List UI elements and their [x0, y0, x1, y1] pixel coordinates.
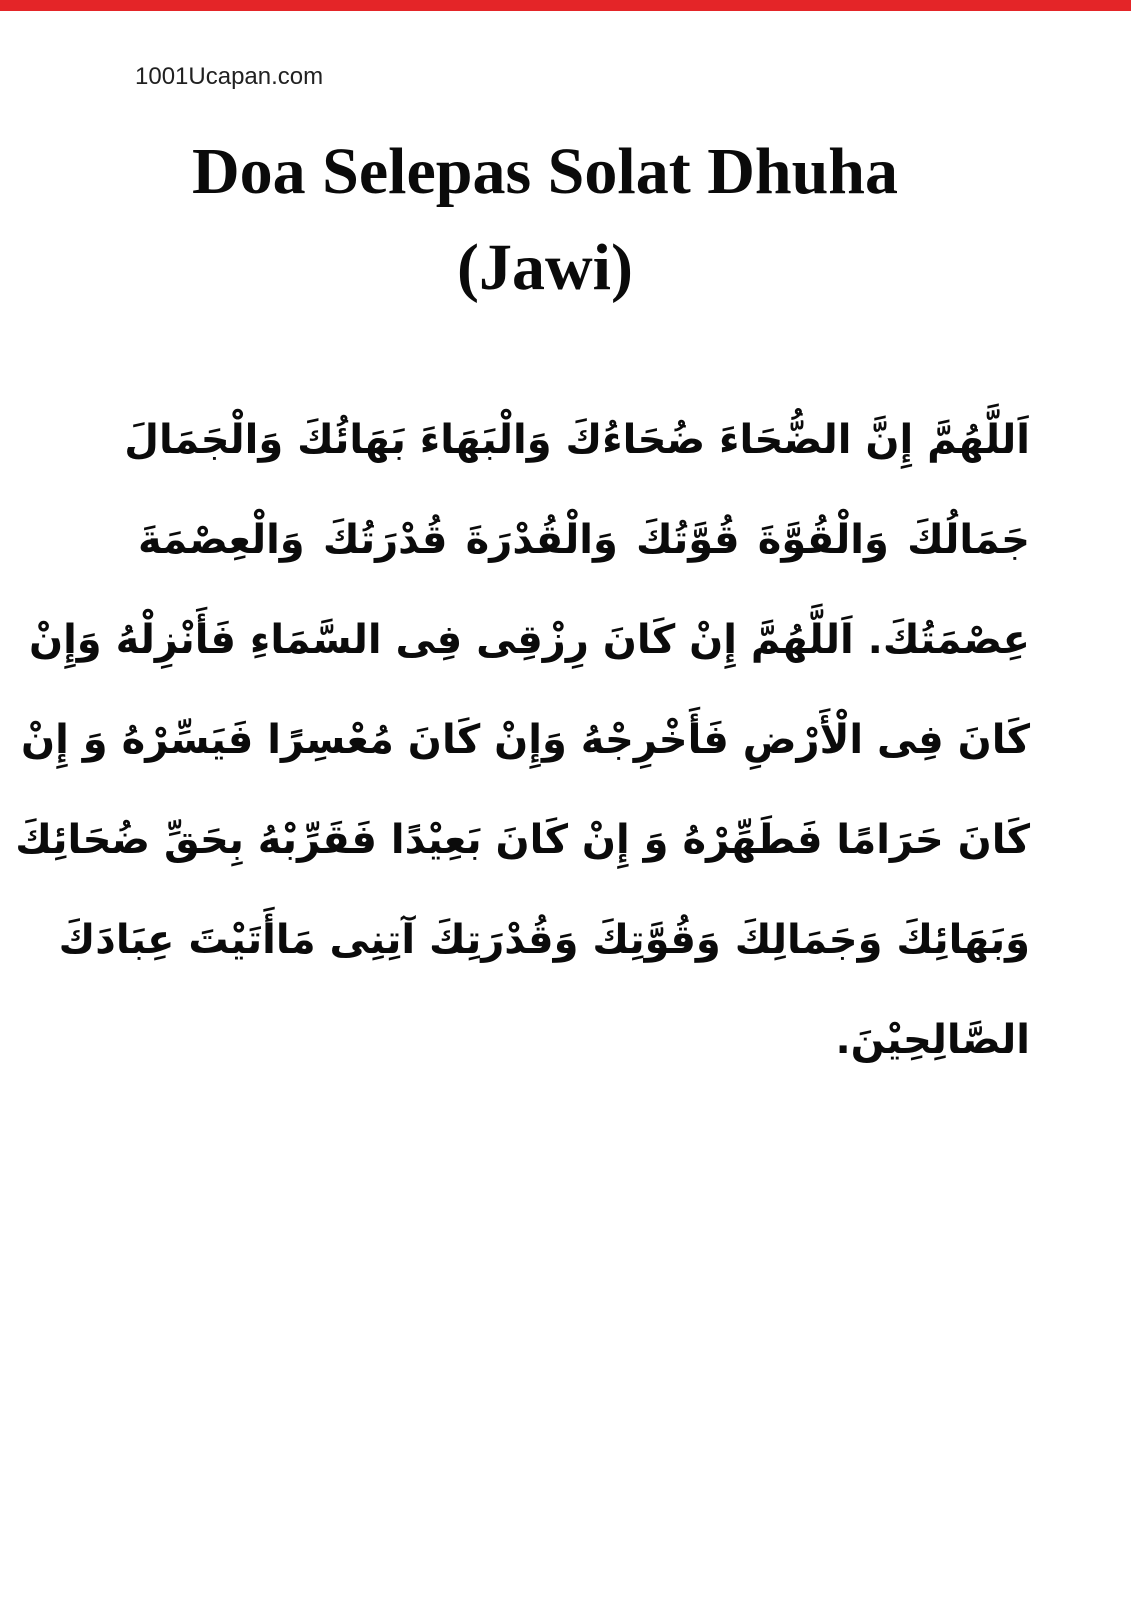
prayer-line: وَبَهَائِكَ وَجَمَالِكَ وَقُوَّتِكَ وَقُدْرَتِكَ آتِنِى مَاأَتَيْتَ عِبَادَكَ — [58, 917, 1030, 963]
prayer-line: كَانَ فِى الْأَرْضِ فَأَخْرِجْهُ وَإِنْ كَانَ مُعْسِرًا فَيَسِّرْهُ وَ إِنْ — [21, 717, 1030, 763]
prayer-line: كَانَ حَرَامًا فَطَهِّرْهُ وَ إِنْ كَانَ بَعِيْدًا فَقَرِّبْهُ بِحَقِّ ضُحَائِكَ — [15, 817, 1030, 863]
page-title-line-2: (Jawi) — [457, 231, 633, 304]
prayer-line: عِصْمَتُكَ. اَللَّهُمَّ إِنْ كَانَ رِزْقِى فِى السَّمَاءِ فَأَنْزِلْهُ وَإِنْ — [28, 617, 1030, 663]
page-title — [0, 124, 1090, 316]
page-title-line-1: Doa Selepas Solat Dhuha — [192, 135, 898, 208]
prayer-line-last: الصَّالِحِيْنَ. — [835, 1017, 1030, 1063]
top-red-bar — [0, 0, 1131, 11]
watermark-site-url: 1001Ucapan.com — [135, 63, 324, 90]
prayer-line: جَمَالُكَ وَالْقُوَّةَ قُوَّتُكَ وَالْقُدْرَةَ قُدْرَتُكَ وَالْعِصْمَةَ — [138, 517, 1030, 563]
prayer-line: اَللَّهُمَّ إِنَّ الضُّحَاءَ ضُحَاءُكَ وَالْبَهَاءَ بَهَائُكَ وَالْجَمَالَ — [124, 417, 1030, 463]
arabic-prayer-text — [15, 390, 1030, 1090]
